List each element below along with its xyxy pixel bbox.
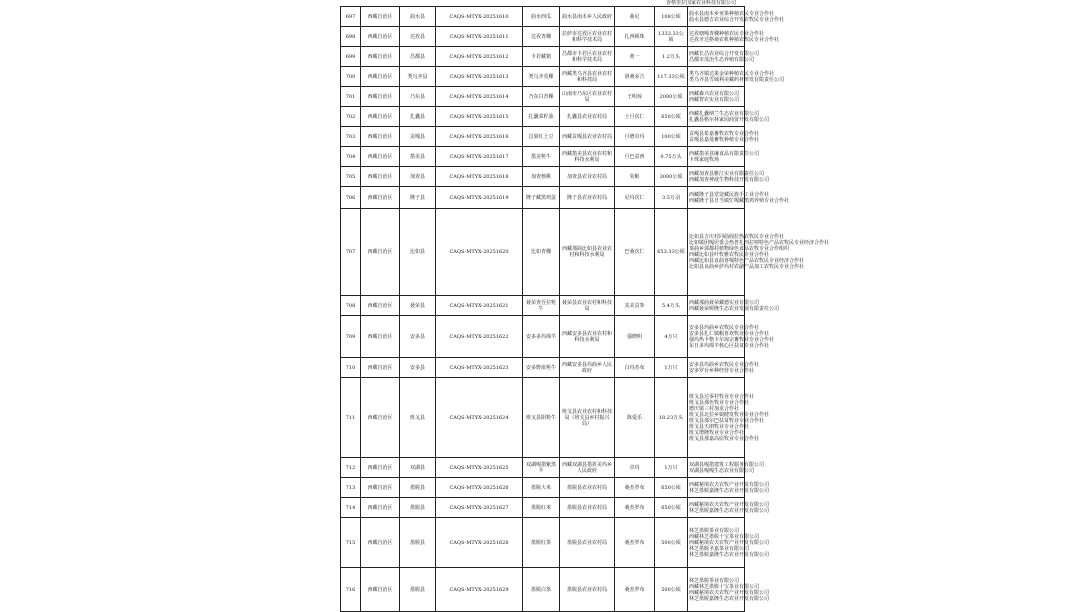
cell-county: 贡嘎县 <box>400 127 436 147</box>
cell-region: 西藏自治区 <box>361 107 400 127</box>
cell-no: 715 <box>341 518 361 568</box>
cell-code: CAQS-MTYX-20251627 <box>436 498 523 518</box>
cell-product: 双湖嘎措紫黑羊 <box>523 458 560 478</box>
producer-entry: 西藏扎囊纳兰生态农业有限公司 <box>689 110 760 117</box>
producer-entry: 类乌齐镇达果金荣种植农民专业合作社 <box>689 70 775 77</box>
cell-contact: 其美贡参 <box>615 296 655 316</box>
cell-applicant: 墨脱县农业农村局 <box>560 498 615 518</box>
table-row <box>341 127 745 147</box>
cell-region: 西藏自治区 <box>361 67 400 87</box>
cell-code: CAQS-MTYX-20251619 <box>436 187 523 209</box>
producer-entry: 类乌齐县雪域利美藏药材研发有限责任公司 <box>689 76 785 83</box>
cell-producers <box>688 209 830 296</box>
producer-entry: 强玛热卡格卡尔琼宗畜牧业专业合作社 <box>689 336 775 343</box>
cell-code: CAQS-MTYX-20251617 <box>436 147 523 167</box>
cell-no: 700 <box>341 67 361 87</box>
cell-product: 比如青稞 <box>523 209 560 296</box>
cell-scale: 3000公顷 <box>655 167 688 187</box>
cell-producers <box>688 187 790 209</box>
cell-producers <box>688 498 770 518</box>
cell-contact: 桑杰罗布 <box>615 518 655 568</box>
producer-entry: 双湖县嘎嘎生态农业有限公司 <box>689 467 755 474</box>
cell-code: CAQS-MTYX-20251618 <box>436 167 523 187</box>
producer-entry: 达孜塘嘎青稞种植农民专业合作社 <box>689 30 765 37</box>
producer-entry: 曲水县德吉农业综合开发农牧民专业合作社 <box>689 16 785 23</box>
cell-producers <box>688 87 745 107</box>
producer-entry: 林芝墨脱嘉隆生态农业开发有限公司 <box>689 595 770 602</box>
producer-entry: 西藏长昌农业综合开发有限公司 <box>689 50 760 57</box>
producer-entry: 西藏智农实业有限公司 <box>689 96 740 103</box>
cell-scale: 650公顷 <box>655 498 688 518</box>
table-row <box>341 67 745 87</box>
producer-entry: 林芝墨脱嘉隆生态农业开发有限公司 <box>689 507 770 514</box>
table-row <box>341 7 745 27</box>
cell-contact: 卓玛 <box>615 458 655 478</box>
cell-region: 西藏自治区 <box>361 458 400 478</box>
producer-entry: 班戈县那嘉高原牧业专业合作社 <box>689 435 760 442</box>
table-row <box>341 296 745 316</box>
cell-product: 达孜青稞 <box>523 27 560 47</box>
producer-entry: 班戈县达零村牧业专业合作社 <box>689 393 755 400</box>
cell-scale: 653.33公顷 <box>655 209 688 296</box>
table-row <box>341 107 745 127</box>
cell-county: 曲水县 <box>400 7 436 27</box>
cell-code: CAQS-MTYX-20251626 <box>436 478 523 498</box>
producer-entry: 德庆镇三村加龙合作社 <box>689 405 740 412</box>
cell-producers <box>688 167 770 187</box>
cell-contact: 强晓明 <box>615 316 655 358</box>
cell-scale: 650公顷 <box>655 478 688 498</box>
producer-entry: 西藏加查神波生物科技开发有限公司 <box>689 176 770 183</box>
cell-applicant: 西藏类乌齐县农业农村和科技局 <box>560 67 615 87</box>
cell-product: 安多多玛绵羊 <box>523 316 560 358</box>
cell-county: 措美县 <box>400 147 436 167</box>
cell-producers <box>688 7 785 27</box>
cell-region: 西藏自治区 <box>361 27 400 47</box>
cell-no: 702 <box>341 107 361 127</box>
cell-region: 西藏自治区 <box>361 478 400 498</box>
cell-county: 隆子县 <box>400 187 436 209</box>
cell-product: 墨脱大米 <box>523 478 560 498</box>
cell-scale: 1.2万头 <box>655 47 688 67</box>
cell-code: CAQS-MTYX-20251614 <box>436 87 523 107</box>
cell-county: 墨脱县 <box>400 498 436 518</box>
cell-region: 西藏自治区 <box>361 378 400 458</box>
cell-contact: 旦巴益西 <box>615 147 655 167</box>
table-row <box>341 87 745 107</box>
cell-scale: 117.33公顷 <box>655 67 688 87</box>
cell-product: 乃东白青稞 <box>523 87 560 107</box>
cell-region: 西藏自治区 <box>361 147 400 167</box>
cell-scale: 500公顷 <box>655 568 688 612</box>
table-row <box>341 498 745 518</box>
cell-product: 措美牦牛 <box>523 147 560 167</box>
producer-entry: 林芝墨脱茶业有限公司 <box>689 527 740 534</box>
cell-region: 西藏自治区 <box>361 127 400 147</box>
cell-contact: 陈爱乐 <box>615 378 655 458</box>
cell-county: 安多县 <box>400 358 436 378</box>
cell-scale: 18.23万头 <box>655 378 688 458</box>
cell-no: 705 <box>341 167 361 187</box>
producer-entry: 西藏隆子县堂徒藏民族手工业合作社 <box>689 191 770 198</box>
cell-scale: 5.4万头 <box>655 296 688 316</box>
cell-code: CAQS-MTYX-20251613 <box>436 67 523 87</box>
cell-no: 707 <box>341 209 361 296</box>
cell-scale: 100公顷 <box>655 127 688 147</box>
producer-entry: 西藏隆子县日当镇忙嘎藏黑鸡养殖专业合作社 <box>689 197 790 204</box>
table-row <box>341 358 745 378</box>
cell-product: 安多野血牦牛 <box>523 358 560 378</box>
producer-entry: 西藏林芝墨脱十宝茶业有限公司 <box>689 583 760 590</box>
cell-applicant: 隆子县农业农村局 <box>560 187 615 209</box>
cell-region: 西藏自治区 <box>361 568 400 612</box>
cell-product: 隆子藏黑鸡蛋 <box>523 187 560 209</box>
cell-contact: 朱彬 <box>615 167 655 187</box>
table-row <box>341 458 745 478</box>
cell-county: 昌都县 <box>400 47 436 67</box>
cell-region: 西藏自治区 <box>361 209 400 296</box>
producer-entry: 林芝墨脱茶业有限公司 <box>689 577 740 584</box>
cell-region: 西藏自治区 <box>361 7 400 27</box>
cell-contact: 黄一 <box>615 47 655 67</box>
cell-producers <box>688 27 780 47</box>
cell-county: 达孜县 <box>400 27 436 47</box>
cell-county: 聂荣县 <box>400 296 436 316</box>
cell-no: 709 <box>341 316 361 358</box>
cell-applicant: 墨脱县农业农村局 <box>560 518 615 568</box>
producer-entry: 达孜牙达格桑农机种植农牧民专业合作社 <box>689 36 780 43</box>
producer-entry: 林芝墨脱圣嘉茶业有限公司 <box>689 545 750 552</box>
cell-producers <box>688 316 775 358</box>
cell-county: 加查县 <box>400 167 436 187</box>
cell-applicant: 扎囊县农业农村局 <box>560 107 615 127</box>
producer-entry: 安多县扎仁镇帽喜欢牧业专业合作社 <box>689 330 770 337</box>
table-row <box>341 378 745 458</box>
cell-applicant: 西藏贡嘎县农业农村局 <box>560 127 615 147</box>
cell-contact: 洛桑多吉 <box>615 67 655 87</box>
producer-entry: 贡嘎县嘉曼畜牧种植专业合作社 <box>689 136 760 143</box>
cell-applicant: 墨脱县农业农村局 <box>560 478 615 498</box>
cell-scale: 108公顷 <box>655 7 688 27</box>
cell-code: CAQS-MTYX-20251611 <box>436 27 523 47</box>
cell-contact: 曲尼 <box>615 7 655 27</box>
producer-entry: 比如县吉庆村同曲阁拉热农牧民专业合作社 <box>689 234 785 240</box>
cell-contact: 王明琼 <box>615 87 655 107</box>
cell-contact: 扎西顿珠 <box>615 27 655 47</box>
table-row <box>341 47 745 67</box>
cell-applicant: 西藏安多县玛曲乡人民政府 <box>560 358 615 378</box>
cell-code: CAQS-MTYX-20251621 <box>436 296 523 316</box>
producer-entry: 林芝墨脱嘉隆生态农业开发有限公司 <box>689 487 770 494</box>
producer-entry: 茶曲乡郭都村植物绿色食品农牧专业合作组织 <box>689 246 790 252</box>
producer-entry: 班戈县那尔巴扶贫牧业专业合作社 <box>689 417 765 424</box>
producer-entry: 林芝墨脱嘉隆生态农业开发有限公司 <box>689 551 770 558</box>
cell-no: 710 <box>341 358 361 378</box>
cell-no: 708 <box>341 296 361 316</box>
cell-producers <box>688 67 785 87</box>
cell-applicant: 加查县农业农村局 <box>560 167 615 187</box>
cell-applicant: 西藏措美县农业农村和科技水利局 <box>560 147 615 167</box>
cell-county: 扎囊县 <box>400 107 436 127</box>
cell-county: 班戈县 <box>400 378 436 458</box>
producer-entry: 贡嘎县希嘉畜牧农牧专业合作社 <box>689 130 760 137</box>
table-row <box>341 147 745 167</box>
cell-contact: 桑杰罗布 <box>615 478 655 498</box>
cell-scale: 1万只 <box>655 458 688 478</box>
cell-code: CAQS-MTYX-20251629 <box>436 568 523 612</box>
cell-applicant: 西藏双湖县措折美玛乡人民政府 <box>560 458 615 478</box>
producer-entry: 西藏比如县良曲喜嘎特色产品农牧民专业经济合作社 <box>689 258 805 264</box>
cell-region: 西藏自治区 <box>361 87 400 107</box>
cell-product: 类乌齐苋稞 <box>523 67 560 87</box>
cell-county: 乃东县 <box>400 87 436 107</box>
cell-applicant: 西藏那曲比如县农业农村和科技水利局 <box>560 209 615 296</box>
producer-entry: 班戈县那色牧业专业合作社 <box>689 399 750 406</box>
cell-producers <box>688 378 770 458</box>
cell-code: CAQS-MTYX-20251623 <box>436 358 523 378</box>
cell-product: 扎囊菜籽油 <box>523 107 560 127</box>
cell-producers <box>688 458 765 478</box>
cell-producers <box>688 518 770 568</box>
cell-region: 西藏自治区 <box>361 187 400 209</box>
cell-no: 713 <box>341 478 361 498</box>
producer-entry: 东日多玛绵羊核心区扶贫专业合作社 <box>689 342 770 349</box>
cell-contact: 桑杰罗布 <box>615 568 655 612</box>
producer-entry: 曲水县南木乡亚果种植农民专业合作社 <box>689 10 775 17</box>
producer-entry: 西藏措美县廉食品有限责任公司 <box>689 150 760 157</box>
producer-entry: 西藏秘境农夫农牧产业开发有限公司 <box>689 539 770 546</box>
cell-no: 706 <box>341 187 361 209</box>
cell-producers <box>688 147 760 167</box>
cell-code: CAQS-MTYX-20251620 <box>436 209 523 296</box>
producer-entry: 安多县玛曲乡农牧民专业合作社 <box>689 324 760 331</box>
cell-no: 712 <box>341 458 361 478</box>
cell-county: 墨脱县 <box>400 568 436 612</box>
cell-code: CAQS-MTYX-20251625 <box>436 458 523 478</box>
cell-code: CAQS-MTYX-20251615 <box>436 107 523 127</box>
cell-producers <box>688 296 780 316</box>
cell-product: 墨脱红米 <box>523 498 560 518</box>
cell-applicant: 拉萨市达孜区农业农村和科学技术局 <box>560 27 615 47</box>
cell-scale: 650公顷 <box>655 107 688 127</box>
cell-scale: 500公顷 <box>655 518 688 568</box>
cell-no: 698 <box>341 27 361 47</box>
producer-entry: 西藏秘境农夫农牧产业开发有限公司 <box>689 481 770 488</box>
cell-no: 703 <box>341 127 361 147</box>
cell-region: 西藏自治区 <box>361 358 400 378</box>
cell-product: 昌果红土豆 <box>523 127 560 147</box>
cell-scale: 1万只 <box>655 358 688 378</box>
cell-region: 西藏自治区 <box>361 47 400 67</box>
cell-scale: 1333.33公顷 <box>655 27 688 47</box>
cell-producers <box>688 47 760 67</box>
cell-no: 711 <box>341 378 361 458</box>
cell-contact: 旦增卓玛 <box>615 127 655 147</box>
producer-entry: 西藏秘境农夫农牧产业开发有限公司 <box>689 501 770 508</box>
cell-code: CAQS-MTYX-20251628 <box>436 518 523 568</box>
producer-entry: 班戈县天朗牧业专业合作社 <box>689 423 750 430</box>
table-row <box>341 27 745 47</box>
document-page <box>340 0 830 608</box>
top-note: 香格里拉国家农业科技有限公司 <box>666 0 737 6</box>
cell-code: CAQS-MTYX-20251612 <box>436 47 523 67</box>
cell-producers <box>688 568 770 612</box>
cell-producers <box>688 358 760 378</box>
cell-product: 聂荣查吾拉牦牛 <box>523 296 560 316</box>
producer-entry: 西藏秘境农夫农牧产业开发有限公司 <box>689 589 770 596</box>
producer-entry: 西藏森兴农业有限公司 <box>689 90 740 97</box>
cell-product: 加查核桃 <box>523 167 560 187</box>
cell-no: 701 <box>341 87 361 107</box>
cell-no: 697 <box>341 7 361 27</box>
cell-producers <box>688 107 770 127</box>
cell-county: 安多县 <box>400 316 436 358</box>
table-row <box>341 167 745 187</box>
table-row <box>341 209 745 296</box>
cell-scale: 3.5万羽 <box>655 187 688 209</box>
cell-scale: 0.75万头 <box>655 147 688 167</box>
cell-scale: 2000公顷 <box>655 87 688 107</box>
cell-no: 714 <box>341 498 361 518</box>
producer-entry: 扎囊县格尔林家园商贸开发有限公司 <box>689 116 770 123</box>
cell-scale: 4万只 <box>655 316 688 358</box>
cell-county: 比如县 <box>400 209 436 296</box>
cell-region: 西藏自治区 <box>361 316 400 358</box>
producer-entry: 西藏那曲聂荣藏德实业有限公司 <box>689 299 760 306</box>
cell-applicant: 班戈县农业农村和科技局（班戈县乡村振兴局） <box>560 378 615 458</box>
cell-contact: 巴桑次仁 <box>615 209 655 296</box>
cell-region: 西藏自治区 <box>361 167 400 187</box>
cell-county: 墨脱县 <box>400 478 436 498</box>
cell-region: 西藏自治区 <box>361 296 400 316</box>
cell-applicant: 聂荣县农业农村和科技局 <box>560 296 615 316</box>
cell-product: 墨脱白茶 <box>523 568 560 612</box>
table-row <box>341 518 745 568</box>
cell-region: 西藏自治区 <box>361 518 400 568</box>
cell-contact: 尼玛次仁 <box>615 187 655 209</box>
cell-producers <box>688 478 770 498</box>
producer-entry: 西藏比如县叶牧雅农牧民专业合作社 <box>689 252 770 258</box>
cell-code: CAQS-MTYX-20251624 <box>436 378 523 458</box>
cell-code: CAQS-MTYX-20251622 <box>436 316 523 358</box>
cell-applicant: 墨脱县农业农村局 <box>560 568 615 612</box>
cell-code: CAQS-MTYX-20251616 <box>436 127 523 147</box>
cell-county: 双湖县 <box>400 458 436 478</box>
producer-entry: 班戈增隆牧业专业合作社 <box>689 429 745 436</box>
cell-applicant: 西藏安多县农业农村和科技水利局 <box>560 316 615 358</box>
cell-no: 704 <box>341 147 361 167</box>
cell-region: 西藏自治区 <box>361 498 400 518</box>
cell-contact: 土旦次仁 <box>615 107 655 127</box>
producer-entry: 西藏林芝墨脱十宝茶业有限公司 <box>689 533 760 540</box>
table-row <box>341 316 745 358</box>
producer-entry: 安多罗台乡种经营专业合作社 <box>689 367 755 374</box>
cell-product: 墨脱红茶 <box>523 518 560 568</box>
producer-entry: 卡珠家庭牧场 <box>689 156 720 163</box>
cell-code: CAQS-MTYX-20251610 <box>436 7 523 27</box>
table-row <box>341 187 745 209</box>
cell-contact: 桑杰罗布 <box>615 498 655 518</box>
registry-table <box>340 6 830 612</box>
cell-contact: 白玛杰布 <box>615 358 655 378</box>
cell-no: 716 <box>341 568 361 612</box>
cell-county: 类乌齐县 <box>400 67 436 87</box>
producer-entry: 比如县良曲乡萨玛村农副产品加工农牧民专业合作社 <box>689 264 805 270</box>
cell-producers <box>688 127 760 147</box>
producer-entry: 西藏加查县雅江实业有限责任公司 <box>689 170 765 177</box>
cell-no: 699 <box>341 47 361 67</box>
table-row <box>341 478 745 498</box>
producer-entry: 比如镇团嘎居委会热普扎西拉则特色产品农牧民专业经济合作社 <box>689 240 830 246</box>
cell-product: 班戈县阳牦牛 <box>523 378 560 458</box>
cell-product: 曲水西瓜 <box>523 7 560 27</box>
cell-applicant: 昌都市卡若区农业农村和科学技术局 <box>560 47 615 67</box>
producer-entry: 班戈县北拉乡娘健发牧业专业合作社 <box>689 411 770 418</box>
producer-entry: 双湖县嘎措建筑工程服务有限公司 <box>689 461 765 468</box>
table-row <box>341 568 745 612</box>
producer-entry: 西藏聂荣嗟隆生态农业发展有限责任公司 <box>689 305 780 312</box>
cell-applicant: 山南市乃东区农业农村局 <box>560 87 615 107</box>
cell-county: 墨脱县 <box>400 518 436 568</box>
producer-entry: 昌都市茂治生态养殖有限公司 <box>689 56 755 63</box>
cell-product: 卡若藏猪 <box>523 47 560 67</box>
producer-entry: 安多县玛曲乡农牧民专业合作社 <box>689 361 760 368</box>
cell-applicant: 曲水县南木乡人民政府 <box>560 7 615 27</box>
